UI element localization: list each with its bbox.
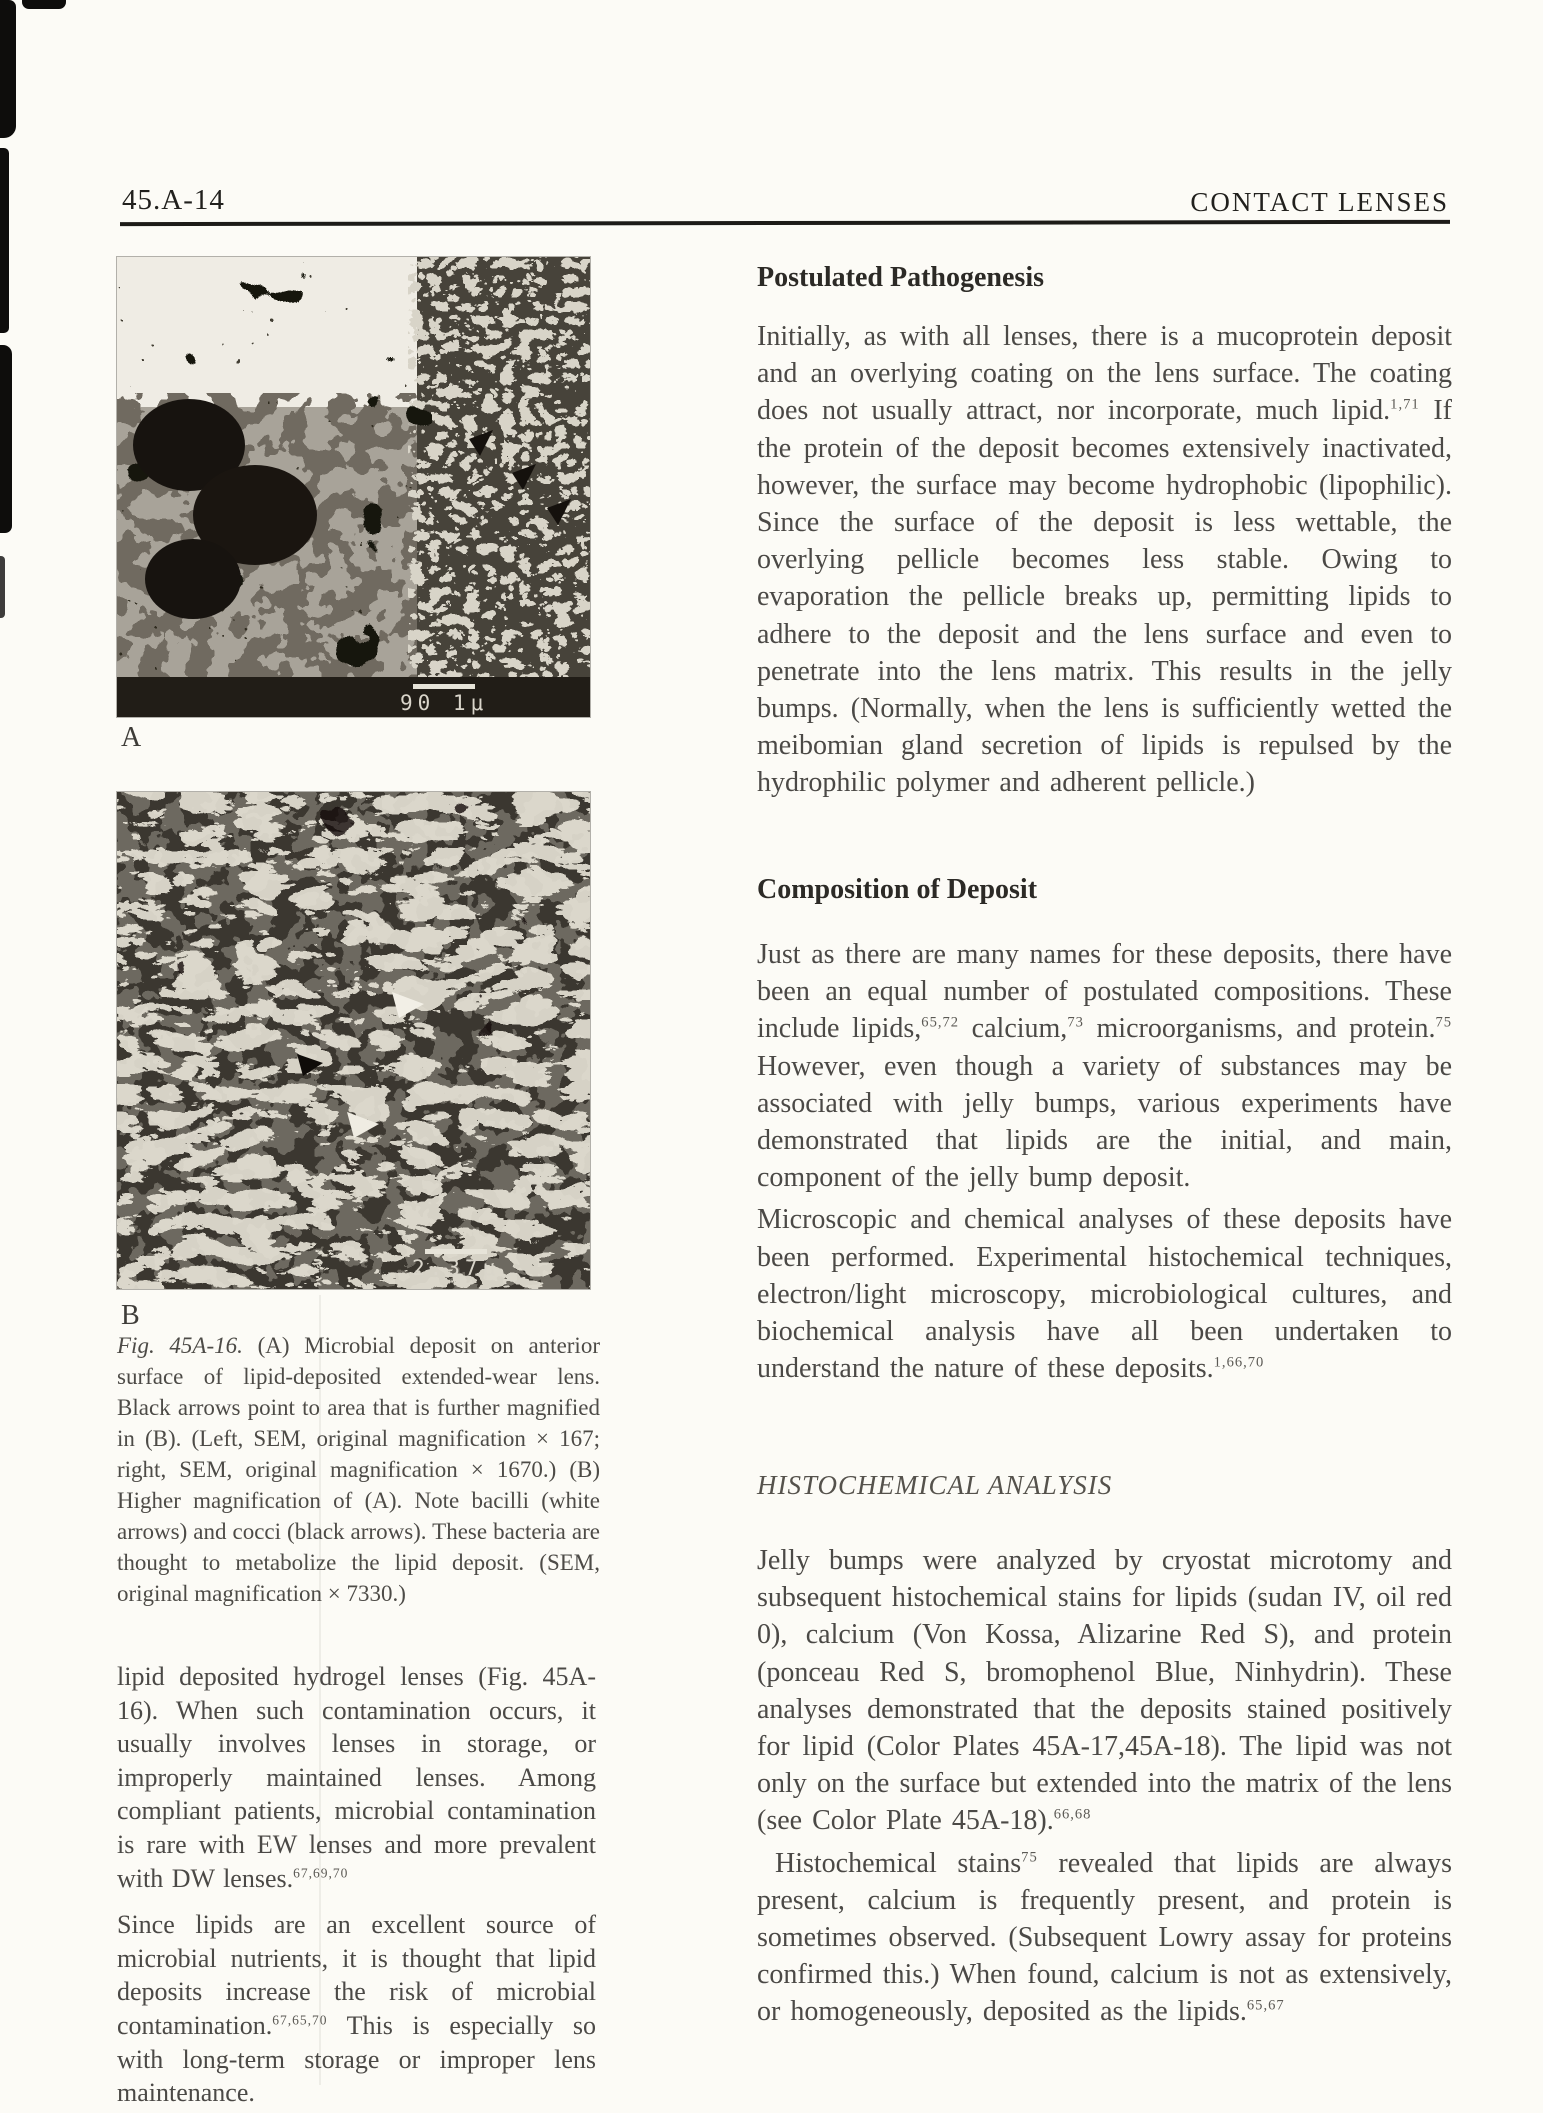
figure-b-label: B	[121, 1300, 140, 1331]
sem-image-b	[117, 792, 590, 1289]
scale-bar-line	[413, 684, 475, 689]
body-paragraph: Histochemical stains$^{75}$ revealed that lipids are always present, calcium is frequently present, and protein is sometimes observed. (Subsequent Lowry assay for proteins confirmed this.) When found, calcium is not as extensively, or homogeneously, deposited as the lipids.$^{65,67}$	[757, 1847, 1452, 2028]
scale-bar-a	[400, 684, 488, 715]
section-heading-composition-of-deposit: Composition of Deposit	[757, 874, 1038, 905]
body-paragraph: Jelly bumps were analyzed by cryostat microtomy and subsequent histochemical stains for lipids (sudan IV, oil red 0), calcium (Von Kossa, Alizarine Red S), and protein (ponceau Red S, bromophenol Blue, Ninhydrin). These analyses demonstrated that the deposits stained positively for lipid (Color Plates 45A-17,45A-18). The lipid was not only on the surface but extended into the matrix of the lens (see Color Plate 45A-18).$^{66,68}$	[757, 1545, 1452, 1837]
scale-text-a: 90 1μ	[400, 691, 489, 715]
body-paragraph: Initially, as with all lenses, there is a mucoprotein deposit and an overlying coating on the lens surface. The coating does not usually attract, nor incorporate, much lipid.$^{1,71}$ If the protein of the deposit becomes extensively inactivated, however, the surface may become hydrophobic (lipophilic). Since the surface of the deposit is less wettable, the overlying pellicle becomes less stable. Owing to evaporation the pellicle breaks up, permitting lipids to adhere to the deposit and the lens surface and even to penetrate into the lens matrix. This results in the jelly bumps. (Normally, when the lens is sufficiently wetted the meibomian gland secretion of lipids is repulsed by the hydrophilic polymer and adherent pellicle.)	[757, 321, 1452, 799]
sem-image-a	[117, 257, 590, 717]
right-column-block-3	[757, 1542, 1452, 2031]
scan-artifact	[0, 345, 12, 533]
page-number: 45.A-14	[122, 184, 225, 216]
scan-artifact	[22, 0, 66, 9]
deposit-blob	[145, 539, 241, 619]
scale-bar-line	[425, 1249, 487, 1254]
scale-text-b: 2.37μ	[412, 1256, 501, 1280]
figure-caption: Fig. 45A-16. (A) Microbial deposit on anterior surface of lipid-deposited extended-wear lens. Black arrows point to area that is further magnified in (B). (Left, SEM, original magnification × 167; right, SEM, original magnification × 1670.) (B) Higher magnification of (A). Note bacilli (white arrows) and cocci (black arrows). These bacteria are thought to metabolize the lipid deposit. (SEM, original magnification × 7330.)	[117, 1333, 600, 1606]
left-column	[117, 1660, 596, 2110]
scan-artifact	[0, 148, 9, 333]
scan-artifact	[0, 0, 16, 138]
scan-artifact	[0, 556, 5, 618]
section-heading-postulated-pathogenesis: Postulated Pathogenesis	[757, 262, 1044, 293]
right-column-block-2	[757, 936, 1452, 1387]
right-column-block-1	[757, 318, 1452, 802]
body-paragraph: Since lipids are an excellent source of microbial nutrients, it is thought that lipid deposits increase the risk of microbial contamination.$^{67,65,70}$ This is especially so with long-term storage or improper lens maintenance.	[117, 1910, 596, 2108]
body-paragraph: lipid deposited hydrogel lenses (Fig. 45A-16). When such contamination occurs, it usually involves lenses in storage, or improperly maintained lenses. Among compliant patients, microbial contamination is rare with EW lenses and more prevalent with DW lenses.$^{67,69,70}$	[117, 1662, 596, 1893]
figure-b	[117, 792, 590, 1289]
body-paragraph: Just as there are many names for these deposits, there have been an equal number of postulated compositions. These include lipids,$^{65,72}$ calcium,$^{73}$ microorganisms, and protein.$^{75}$ However, even though a variety of substances may be associated with jelly bumps, various experiments have demonstrated that lipids are the initial, and main, component of the jelly bump deposit.	[757, 939, 1452, 1194]
header-rule	[120, 220, 1450, 226]
section-heading-histochemical-analysis: HISTOCHEMICAL ANALYSIS	[757, 1470, 1113, 1500]
body-paragraph: Microscopic and chemical analyses of these deposits have been performed. Experimental histochemical techniques, electron/light microscopy, microbiological cultures, and biochemical analysis have all been undertaken to understand the nature of these deposits.$^{1,66,70}$	[757, 1204, 1452, 1385]
figure-a	[117, 257, 590, 717]
running-title: CONTACT LENSES	[1190, 187, 1449, 217]
scale-bar-b	[412, 1249, 500, 1280]
figure-a-label: A	[121, 722, 142, 753]
